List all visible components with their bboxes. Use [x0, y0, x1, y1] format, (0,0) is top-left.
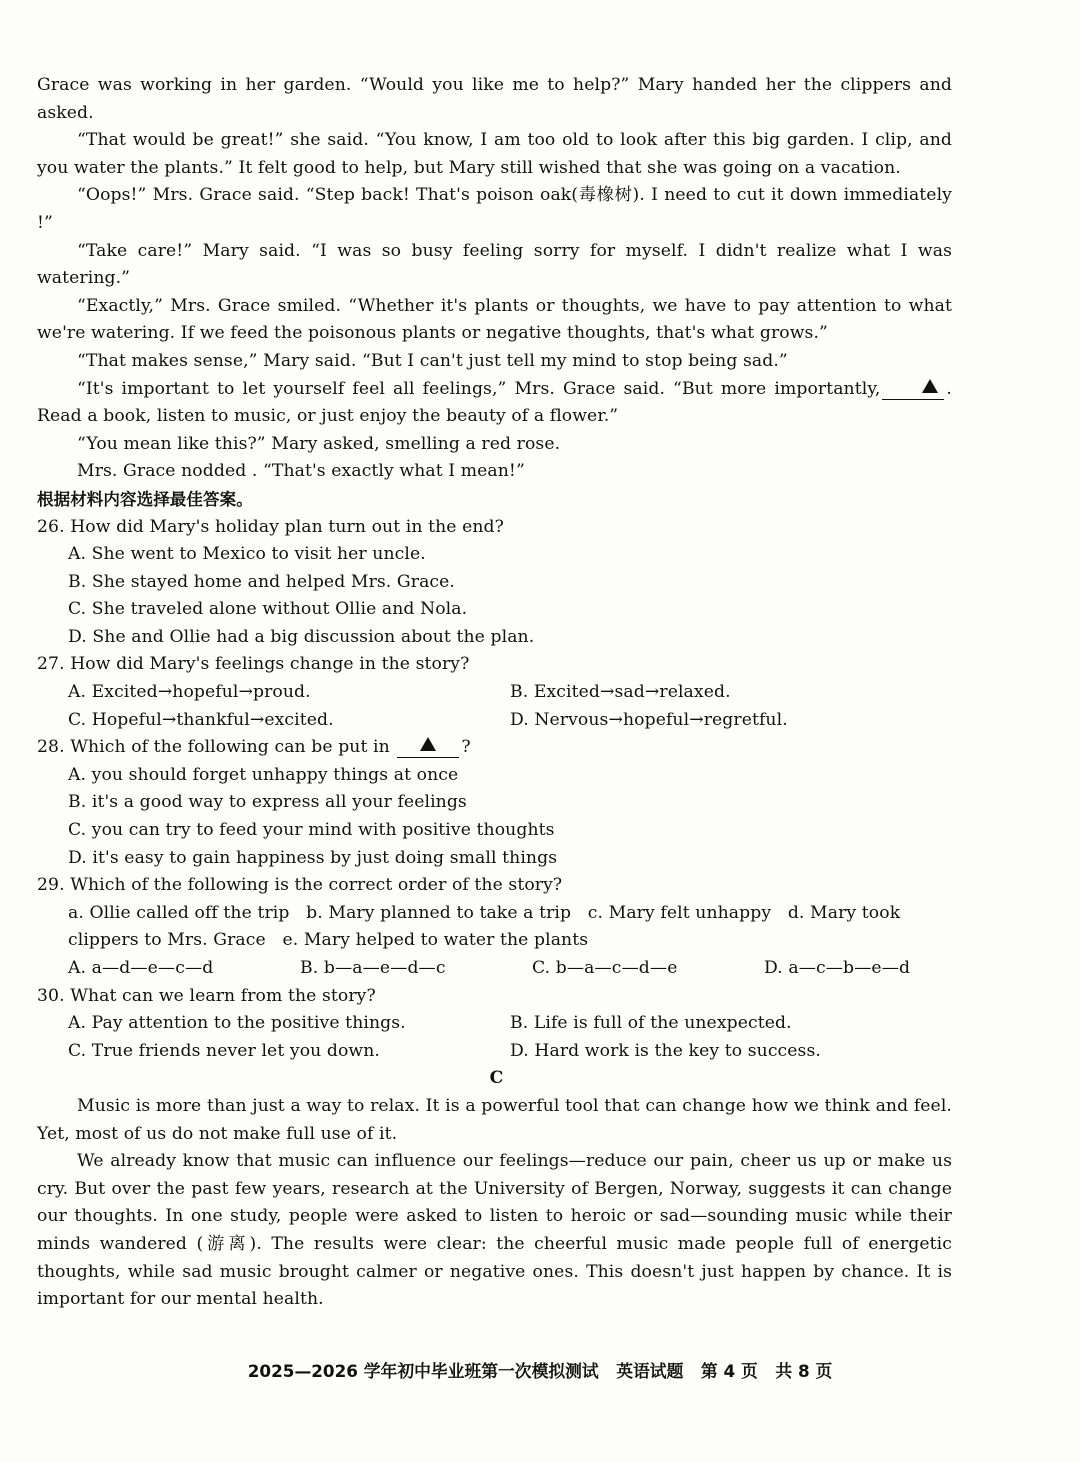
question-27-option-d: D. Nervous→hopeful→regretful. — [510, 709, 788, 730]
passage-b-paragraph-5: “Exactly,” Mrs. Grace smiled. “Whether it's plants or thoughts, we have to pay attention to what we're watering. If we feed the poisonous plants or negative thoughts, that's what grows.” — [37, 295, 952, 344]
question-28-blank — [397, 737, 459, 758]
question-28-option-b: B. it's a good way to express all your feelings — [68, 792, 467, 813]
question-30-stem: 30. What can we learn from the story? — [37, 985, 376, 1006]
passage-b-paragraph-3: “Oops!” Mrs. Grace said. “Step back! That's poison oak(毒橡树). I need to cut it down immediately !” — [37, 185, 952, 233]
passage-b-paragraph-2: “That would be great!” she said. “You know, I am too old to look after this big garden. I clip, and you water the plants.” It felt good to help, but Mary still wished that she was going on a vacation. — [37, 130, 952, 178]
paragraph-7-before-blank: “It's important to let yourself feel all feelings,” Mrs. Grace said. “But more importantly, — [77, 378, 881, 399]
question-27-options-row-2 — [37, 707, 952, 735]
question-30-options-row-2 — [37, 1038, 952, 1066]
question-26-option-b: B. She stayed home and helped Mrs. Grace. — [68, 571, 455, 592]
triangle-icon — [420, 737, 436, 751]
question-30-option-b: B. Life is full of the unexpected. — [510, 1013, 792, 1034]
question-29-events-line-1: a. Ollie called off the trip b. Mary planned to take a trip c. Mary felt unhappy d. Mary took — [68, 902, 901, 923]
passage-c-paragraph-2: We already know that music can influence our feelings—reduce our pain, cheer us up or make us cry. But over the past few years, research at the University of Bergen, Norway, suggests it can change our thoughts. In one study, people were asked to listen to heroic or sad—sounding music while their minds wandered (游离). The results were clear: the cheerful music made people full of energetic thoughts, while sad music brought calmer or negative ones. This doesn't just happen by chance. It is important for our mental health. — [37, 1151, 952, 1310]
passage-c-paragraph-1: Music is more than just a way to relax. It is a powerful tool that can change how we think and feel. Yet, most of us do not make full use of it. — [37, 1095, 952, 1144]
question-29-options-row — [37, 955, 952, 983]
question-27-option-c: C. Hopeful→thankful→excited. — [68, 709, 334, 730]
answer-blank — [882, 379, 944, 400]
question-30-option-d: D. Hard work is the key to success. — [510, 1040, 821, 1061]
question-28-stem-end: ? — [461, 737, 471, 758]
page-footer: 2025—2026 学年初中毕业班第一次模拟测试 英语试题 第 4 页 共 8 页 — [247, 1361, 833, 1381]
passage-c-heading: C — [489, 1068, 504, 1089]
page-content — [37, 72, 952, 1314]
passage-b-paragraph-9: Mrs. Grace nodded . “That's exactly what I mean!” — [77, 461, 525, 482]
question-28-stem-text: 28. Which of the following can be put in — [37, 737, 390, 758]
question-27-option-b: B. Excited→sad→relaxed. — [510, 682, 731, 703]
triangle-icon — [922, 379, 938, 393]
question-29-option-d: D. a—c—b—e—d — [764, 958, 911, 978]
question-29-stem: 29. Which of the following is the correct order of the story? — [37, 875, 563, 896]
question-27-stem: 27. How did Mary's feelings change in the story? — [37, 654, 470, 675]
question-26-option-a: A. She went to Mexico to visit her uncle. — [68, 544, 426, 565]
question-26-option-d: D. She and Ollie had a big discussion about the plan. — [68, 626, 535, 647]
question-27-option-a: A. Excited→hopeful→proud. — [68, 682, 311, 703]
question-30-option-c: C. True friends never let you down. — [68, 1040, 380, 1061]
question-26-option-c: C. She traveled alone without Ollie and Nola. — [68, 599, 468, 620]
passage-b-paragraph-7 — [37, 376, 952, 431]
question-27-options-row-1 — [37, 679, 952, 707]
question-29-option-b: B. b—a—e—d—c — [300, 958, 446, 978]
question-28-option-a: A. you should forget unhappy things at once — [68, 764, 459, 785]
passage-b-paragraph-4: “Take care!” Mary said. “I was so busy feeling sorry for myself. I didn't realize what I was watering.” — [37, 240, 952, 289]
question-29-option-c: C. b—a—c—d—e — [532, 958, 678, 978]
instruction-text: 根据材料内容选择最佳答案。 — [37, 489, 253, 509]
question-30-option-a: A. Pay attention to the positive things. — [68, 1013, 406, 1034]
passage-b-paragraph-8: “You mean like this?” Mary asked, smelling a red rose. — [77, 433, 561, 454]
question-29-events-line-2: clippers to Mrs. Grace e. Mary helped to water the plants — [68, 930, 589, 951]
passage-b-paragraph-1: Grace was working in her garden. “Would you like me to help?” Mary handed her the clippers and asked. — [37, 75, 952, 123]
question-30-options-row-1 — [37, 1010, 952, 1038]
question-29-option-a: A. a—d—e—c—d — [68, 958, 214, 978]
paragraph-7-after-blank: . Read a book, listen to music, or just enjoy the beauty of a flower.” — [37, 378, 952, 427]
question-28-option-c: C. you can try to feed your mind with positive thoughts — [68, 820, 555, 841]
passage-b-paragraph-6: “That makes sense,” Mary said. “But I can't just tell my mind to stop being sad.” — [77, 350, 788, 371]
question-28-option-d: D. it's easy to gain happiness by just doing small things — [68, 847, 558, 868]
question-26-stem: 26. How did Mary's holiday plan turn out in the end? — [37, 516, 504, 537]
question-28-stem — [37, 734, 952, 762]
